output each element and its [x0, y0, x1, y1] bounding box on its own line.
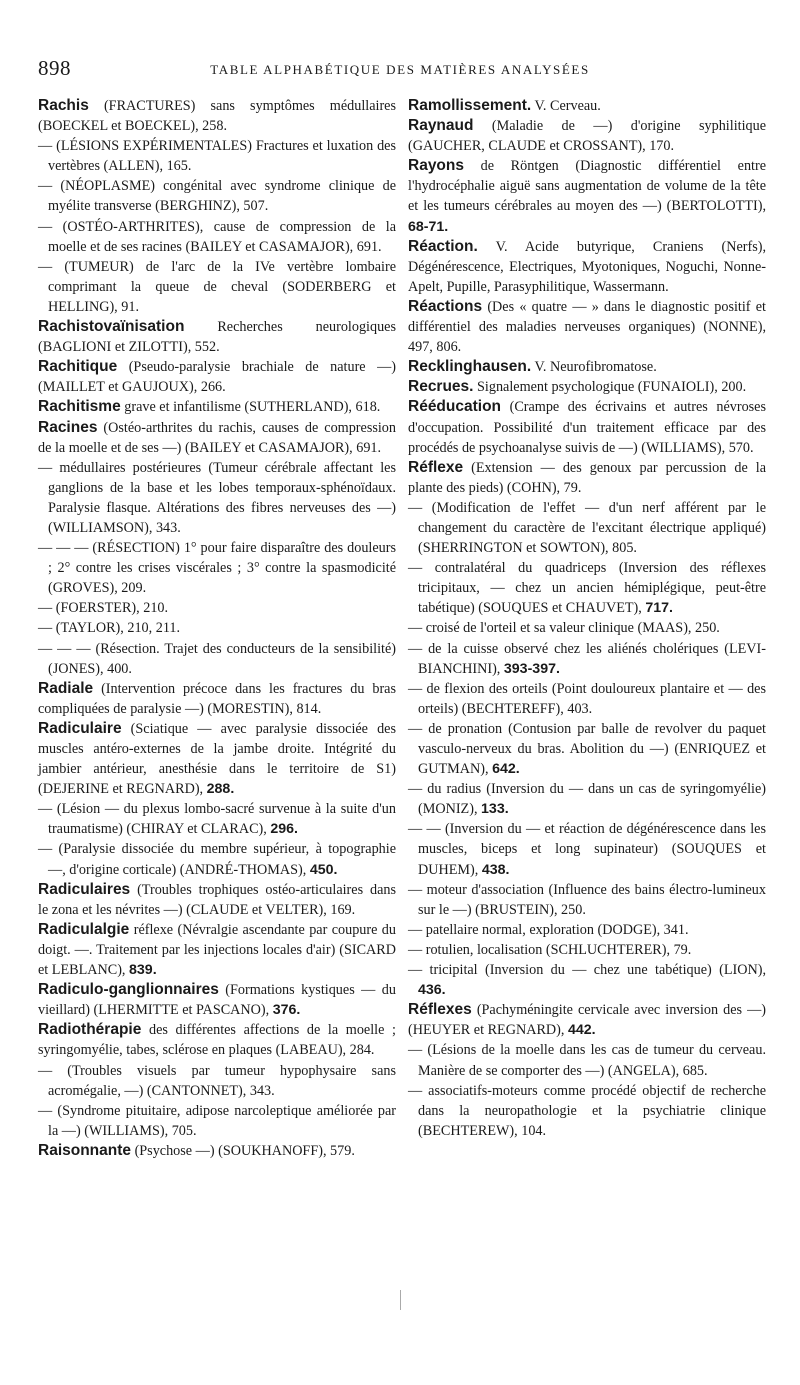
index-subentry	[38, 1101, 396, 1141]
subentry-text: — (Modification de l'effet — d'un nerf afférent par le changement du caractère de l'excitant électrique appliqué) (SHERRINGTON et SOWTON), 805.	[408, 499, 766, 557]
entry-headword: Radiale	[38, 679, 94, 697]
entry-headword: Raisonnante	[38, 1141, 132, 1159]
subentry-text: — médullaires postérieures (Tumeur cérébrale affectant les ganglions de la base et les lobes temporaux-sphénoïdaux. Paralysie flasque. Altérations des fibres nerveuses des —) (WILLIAMSON), 343.	[38, 459, 396, 536]
entry-text: (Extension — des genoux par percussion de la plante des pieds) (COHN), 79.	[408, 459, 766, 496]
entry-text: (Formations kystiques — du vieillard) (LHERMITTE et PASCANO),	[38, 982, 396, 1019]
index-subentry	[38, 618, 396, 638]
entry-text: Signalement psychologique (FUNAIOLI), 200.	[473, 379, 747, 396]
index-subentry	[408, 618, 766, 638]
index-entry	[38, 880, 396, 920]
subentry-text: — (LÉSIONS EXPÉRIMENTALES) Fractures et luxation des vertèbres (ALLEN), 165.	[38, 138, 396, 175]
subentry-text: — (NÉOPLASME) congénital avec syndrome clinique de myélite transverse (BERGHINZ), 507.	[38, 178, 396, 215]
entry-text: de Röntgen (Diagnostic différentiel entre l'hydrocéphalie aiguë sans augmentation de volume de la tête et les tumeurs cérébrales au moyen des —) (BERTOLOTTI),	[408, 158, 766, 215]
page-reference: 438.	[481, 861, 510, 878]
page-number: 898	[38, 56, 71, 80]
entry-text: (Troubles trophiques ostéo-articulaires dans le zona et les névrites —) (CLAUDE et VELTER), 169.	[38, 881, 396, 918]
entry-headword: Réaction.	[408, 237, 478, 255]
page-reference: 436.	[418, 982, 446, 999]
index-subentry	[408, 639, 766, 679]
entry-headword: Rayons	[408, 157, 464, 175]
index-entry	[408, 116, 766, 156]
index-subentry	[408, 679, 766, 719]
index-entry	[408, 1000, 766, 1040]
subentry-text: — (Troubles visuels par tumeur hypophysaire sans acromégalie, —) (CANTONNET), 343.	[38, 1062, 396, 1099]
entry-headword: Radiculo-ganglionnaires	[38, 981, 219, 999]
index-entry	[408, 237, 766, 297]
entry-text: (Ostéo-arthrites du rachis, causes de compression de la moelle et de ses —) (BAILEY et CASAMAJOR), 691.	[38, 419, 396, 456]
index-subentry	[408, 960, 766, 1000]
entry-headword: Rachitisme	[38, 398, 121, 416]
index-entry	[38, 357, 396, 397]
page-reference: 717.	[645, 600, 673, 617]
entry-text: (Intervention précoce dans les fractures du bras compliquées de paralysie —) (MORESTIN), 814.	[38, 680, 396, 717]
entry-text: Recherches neurologiques (BAGLIONI et ZILOTTI), 552.	[38, 319, 396, 356]
index-entry	[408, 156, 766, 236]
subentry-text: — patellaire normal, exploration (DODGE), 341.	[408, 921, 689, 938]
page-reference: 68-71.	[408, 218, 449, 235]
entry-text: (Psychose —) (SOUKHANOFF), 579.	[131, 1142, 355, 1159]
entry-headword: Recrues.	[408, 378, 474, 396]
subentry-text: — (OSTÉO-ARTHRITES), cause de compression de la moelle et de ses racines (BAILEY et CASAMAJOR), 691.	[38, 218, 396, 255]
entry-text: V. Acide butyrique, Craniens (Nerfs), Dégénérescence, Electriques, Myotoniques, Noguchi, Nonne-Apelt, Pupille, Parasyphilitique, Wassermann.	[408, 238, 766, 295]
index-subentry	[38, 1061, 396, 1101]
index-entry	[38, 317, 396, 357]
index-subentry	[408, 779, 766, 819]
index-entry	[38, 1141, 396, 1161]
subentry-text: — de flexion des orteils (Point douloureux plantaire et — des orteils) (BECHTEREFF), 403.	[408, 680, 766, 717]
index-subentry	[38, 639, 396, 679]
right-column	[408, 96, 766, 1141]
page-reference: 450.	[309, 861, 338, 878]
column-divider	[400, 1290, 401, 1310]
entry-text: (Maladie de —) d'origine syphilitique (GAUCHER, CLAUDE et CROSSANT), 170.	[408, 118, 766, 155]
subentry-text: — — (Inversion du — et réaction de dégénérescence dans les muscles, biceps et long supinateur) (SOUQUES et DUHEM),	[408, 821, 766, 878]
page-reference: 376.	[272, 1002, 301, 1019]
page-reference: 393-397.	[503, 660, 560, 677]
index-subentry	[38, 839, 396, 879]
entry-text: V. Neurofibromatose.	[531, 359, 657, 376]
index-entry	[38, 719, 396, 799]
index-entry	[38, 980, 396, 1020]
index-entry	[38, 920, 396, 980]
index-subentry	[408, 1040, 766, 1080]
index-entry	[38, 418, 396, 458]
subentry-text: — — — (Résection. Trajet des conducteurs de la sensibilité) (JONES), 400.	[38, 640, 396, 677]
entry-headword: Rachistovaïnisation	[38, 318, 185, 336]
entry-headword: Radiothérapie	[38, 1021, 142, 1039]
index-subentry	[38, 538, 396, 598]
index-subentry	[408, 940, 766, 960]
entry-headword: Rachis	[38, 97, 89, 114]
entry-headword: Raynaud	[408, 117, 474, 135]
subentry-text: — de pronation (Contusion par balle de revolver du paquet vasculo-nerveux du bras. Abolition du —) (ENRIQUEZ et GUTMAN),	[408, 720, 766, 778]
index-subentry	[408, 558, 766, 618]
entry-headword: Recklinghausen.	[408, 358, 532, 376]
index-subentry	[408, 819, 766, 879]
entry-headword: Radiculaires	[38, 880, 131, 898]
index-entry	[38, 96, 396, 136]
subentry-text: — tricipital (Inversion du — chez une tabétique) (LION),	[408, 962, 766, 979]
index-subentry	[38, 458, 396, 538]
entry-headword: Racines	[38, 418, 98, 436]
subentry-text: — associatifs-moteurs comme procédé objectif de recherche dans la neuropathologie et la psychiatrie clinique (BECHTEREW), 104.	[408, 1082, 766, 1139]
entry-text: (FRACTURES) sans symptômes médullaires (BOECKEL et BOECKEL), 258.	[38, 98, 396, 135]
index-subentry	[408, 920, 766, 940]
entry-text: (Crampe des écrivains et autres névroses d'occupation. Possibilité d'un traitement efficace par des procédés de psychoanalyse suivis de —) (WILLIAMS), 570.	[408, 399, 766, 456]
left-column	[38, 96, 396, 1161]
entry-text: grave et infantilisme (SUTHERLAND), 618.	[120, 399, 381, 416]
entry-headword: Réflexes	[408, 1001, 472, 1019]
subentry-text: — contralatéral du quadriceps (Inversion des réflexes tricipitaux, — chez un ancien hémiplégique, peut-être tabétique) (SOUQUES et CHAUVET),	[408, 560, 766, 617]
index-subentry	[38, 598, 396, 618]
entry-text: des différentes affections de la moelle ; syringomyélie, tabes, sclérose en plaques (LABEAU), 284.	[38, 1022, 396, 1059]
page-reference: 642.	[492, 761, 520, 778]
entry-headword: Rééducation	[408, 398, 502, 416]
page-reference: 296.	[270, 821, 299, 838]
index-entry	[38, 679, 396, 719]
entry-headword: Radiculalgie	[38, 920, 130, 938]
page-header	[0, 56, 800, 78]
entry-headword: Réflexe	[408, 458, 464, 476]
subentry-text: — (Paralysie dissociée du membre supérieur, à topographie —, d'origine corticale) (ANDRÉ-THOMAS),	[38, 841, 396, 878]
index-subentry	[408, 498, 766, 558]
index-entry	[408, 397, 766, 457]
subentry-text: — (Lésions de la moelle dans les cas de tumeur du cerveau. Manière de se comporter des —) (ANGELA), 685.	[408, 1042, 766, 1079]
subentry-text: — (TAYLOR), 210, 211.	[38, 620, 181, 637]
entry-text: (Des « quatre — » dans le diagnostic positif et différentiel des maladies nerveuses organiques) (NONNE), 497, 806.	[408, 298, 766, 356]
page-reference: 133.	[481, 801, 509, 818]
subentry-text: — de la cuisse observé chez les aliénés cholériques (LEVI-BIANCHINI),	[408, 640, 766, 677]
subentry-text: — — — (RÉSECTION) 1° pour faire disparaître des douleurs ; 2° contre les crises viscérales ; 3° contre la spasmodicité (GROVES), 209.	[38, 540, 396, 597]
index-entry	[38, 1020, 396, 1060]
subentry-text: — rotulien, localisation (SCHLUCHTERER), 79.	[408, 941, 692, 958]
index-subentry	[38, 217, 396, 257]
index-subentry	[38, 136, 396, 176]
index-subentry	[408, 880, 766, 920]
page-reference: 288.	[206, 781, 235, 798]
page-reference: 442.	[567, 1022, 596, 1039]
subentry-text: — du radius (Inversion du — dans un cas de syringomyélie) (MONIZ),	[408, 781, 766, 818]
entry-headword: Ramollissement.	[408, 97, 532, 114]
entry-text: (Pseudo-paralysie brachiale de nature —) (MAILLET et GAUJOUX), 266.	[38, 359, 396, 396]
subentry-text: — moteur d'association (Influence des bains électro-lumineux sur le —) (BRUSTEIN), 250.	[408, 881, 766, 918]
index-entry	[408, 377, 766, 397]
page-reference: 839.	[129, 962, 157, 979]
index-entry	[408, 96, 766, 116]
index-entry	[408, 297, 766, 357]
index-entry	[408, 357, 766, 377]
index-subentry	[408, 1081, 766, 1141]
entry-headword: Rachitique	[38, 358, 118, 376]
index-entry	[408, 458, 766, 498]
subentry-text: — croisé de l'orteil et sa valeur clinique (MAAS), 250.	[408, 620, 720, 637]
subentry-text: — (FOERSTER), 210.	[38, 600, 169, 617]
entry-headword: Réactions	[408, 297, 483, 315]
entry-text: (Sciatique — avec paralysie dissociée des muscles antéro-externes de la jambe droite. Intégrité du jambier antérieur, anesthésie dans le territoire de S1) (DEJERINE et REGNARD),	[38, 720, 396, 798]
running-title: TABLE ALPHABÉTIQUE DES MATIÈRES ANALYSÉES	[210, 62, 590, 77]
index-entry	[38, 397, 396, 417]
index-subentry	[38, 176, 396, 216]
subentry-text: — (TUMEUR) de l'arc de la IVe vertèbre lombaire comprimant la queue de cheval (SODERBERG et HELLING), 91.	[38, 258, 396, 315]
index-subentry	[38, 799, 396, 839]
index-subentry	[408, 719, 766, 779]
entry-text: réflexe (Névralgie ascendante par coupure du doigt. —. Traitement par les injections locales d'air) (SICARD et LEBLANC),	[38, 921, 396, 979]
subentry-text: — (Lésion — du plexus lombo-sacré survenue à la suite d'un traumatisme) (CHIRAY et CLARAC),	[38, 801, 396, 838]
entry-text: (Pachyméningite cervicale avec inversion des —) (HEUYER et REGNARD),	[408, 1002, 766, 1039]
entry-headword: Radiculaire	[38, 719, 122, 737]
entry-text: V. Cerveau.	[531, 98, 601, 114]
subentry-text: — (Syndrome pituitaire, adipose narcoleptique améliorée par la —) (WILLIAMS), 705.	[38, 1102, 396, 1139]
index-subentry	[38, 257, 396, 317]
